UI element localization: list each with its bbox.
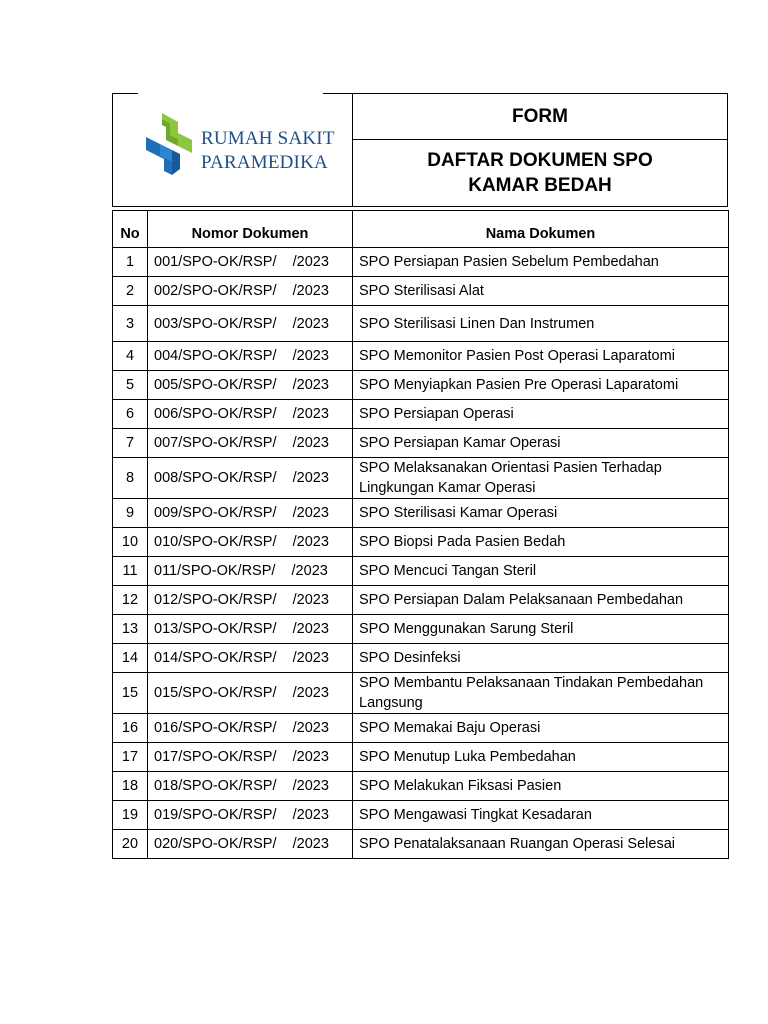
document-header (112, 93, 728, 207)
table-row (113, 371, 729, 400)
row-document-number: 008/SPO-OK/RSP/ /2023 (148, 458, 353, 499)
row-document-number: 010/SPO-OK/RSP/ /2023 (148, 528, 353, 557)
table-row (113, 801, 729, 830)
document-title-line2: KAMAR BEDAH (468, 175, 612, 196)
row-document-number: 006/SPO-OK/RSP/ /2023 (148, 400, 353, 429)
row-no: 5 (113, 371, 148, 400)
row-document-name: SPO Mencuci Tangan Steril (353, 557, 729, 586)
row-no: 10 (113, 528, 148, 557)
hospital-name (201, 127, 335, 175)
row-no: 14 (113, 644, 148, 673)
row-no: 11 (113, 557, 148, 586)
form-label: FORM (353, 94, 727, 140)
hospital-cross-logo-icon (144, 113, 194, 177)
row-document-name: SPO Memonitor Pasien Post Operasi Laparatomi (353, 342, 729, 371)
row-no: 8 (113, 458, 148, 499)
row-document-number: 004/SPO-OK/RSP/ /2023 (148, 342, 353, 371)
table-row (113, 772, 729, 801)
table-row (113, 557, 729, 586)
row-document-number: 014/SPO-OK/RSP/ /2023 (148, 644, 353, 673)
row-document-name: SPO Persiapan Dalam Pelaksanaan Pembedahan (353, 586, 729, 615)
table-row (113, 586, 729, 615)
table-row (113, 306, 729, 342)
table-row (113, 248, 729, 277)
row-document-number: 015/SPO-OK/RSP/ /2023 (148, 673, 353, 714)
row-no: 3 (113, 306, 148, 342)
header-document-name: Nama Dokumen (353, 211, 729, 248)
row-no: 20 (113, 830, 148, 859)
row-no: 15 (113, 673, 148, 714)
row-document-number: 017/SPO-OK/RSP/ /2023 (148, 743, 353, 772)
row-no: 12 (113, 586, 148, 615)
table-body (113, 248, 729, 859)
row-no: 16 (113, 714, 148, 743)
table-row (113, 673, 729, 714)
row-document-number: 020/SPO-OK/RSP/ /2023 (148, 830, 353, 859)
row-document-name: SPO Desinfeksi (353, 644, 729, 673)
row-no: 6 (113, 400, 148, 429)
row-document-number: 005/SPO-OK/RSP/ /2023 (148, 371, 353, 400)
table-row (113, 644, 729, 673)
row-document-name: SPO Memakai Baju Operasi (353, 714, 729, 743)
row-document-name: SPO Melakukan Fiksasi Pasien (353, 772, 729, 801)
row-document-name: SPO Sterilisasi Alat (353, 277, 729, 306)
row-document-number: 011/SPO-OK/RSP/ /2023 (148, 557, 353, 586)
document-title (353, 140, 727, 206)
row-document-number: 016/SPO-OK/RSP/ /2023 (148, 714, 353, 743)
row-document-name: SPO Persiapan Pasien Sebelum Pembedahan (353, 248, 729, 277)
row-document-name: SPO Mengawasi Tingkat Kesadaran (353, 801, 729, 830)
table-row (113, 458, 729, 499)
document-list-table (112, 210, 729, 859)
row-document-number: 012/SPO-OK/RSP/ /2023 (148, 586, 353, 615)
row-document-name: SPO Biopsi Pada Pasien Bedah (353, 528, 729, 557)
row-document-number: 003/SPO-OK/RSP/ /2023 (148, 306, 353, 342)
row-document-name: SPO Penatalaksanaan Ruangan Operasi Selesai (353, 830, 729, 859)
table-row (113, 528, 729, 557)
document-title-line1: DAFTAR DOKUMEN SPO (427, 150, 653, 171)
row-document-number: 007/SPO-OK/RSP/ /2023 (148, 429, 353, 458)
row-no: 13 (113, 615, 148, 644)
row-no: 7 (113, 429, 148, 458)
table-row (113, 830, 729, 859)
header-document-number: Nomor Dokumen (148, 211, 353, 248)
table-row (113, 342, 729, 371)
row-document-number: 001/SPO-OK/RSP/ /2023 (148, 248, 353, 277)
row-document-name: SPO Persiapan Operasi (353, 400, 729, 429)
table-row (113, 400, 729, 429)
row-document-name: SPO Sterilisasi Kamar Operasi (353, 499, 729, 528)
hospital-name-line1: RUMAH SAKIT (201, 128, 335, 149)
table-row (113, 499, 729, 528)
row-no: 19 (113, 801, 148, 830)
row-document-name: SPO Sterilisasi Linen Dan Instrumen (353, 306, 729, 342)
row-no: 2 (113, 277, 148, 306)
table-row (113, 277, 729, 306)
row-document-name: SPO Menggunakan Sarung Steril (353, 615, 729, 644)
row-no: 9 (113, 499, 148, 528)
row-document-name: SPO Membantu Pelaksanaan Tindakan Pembedahan Langsung (353, 673, 729, 714)
row-document-number: 018/SPO-OK/RSP/ /2023 (148, 772, 353, 801)
logo-cell (113, 94, 353, 206)
row-document-number: 019/SPO-OK/RSP/ /2023 (148, 801, 353, 830)
hospital-name-line2: PARAMEDIKA (201, 152, 328, 173)
row-document-name: SPO Menutup Luka Pembedahan (353, 743, 729, 772)
row-no: 4 (113, 342, 148, 371)
row-document-number: 002/SPO-OK/RSP/ /2023 (148, 277, 353, 306)
header-no: No (113, 211, 148, 248)
row-document-name: SPO Melaksanakan Orientasi Pasien Terhadap Lingkungan Kamar Operasi (353, 458, 729, 499)
row-document-number: 009/SPO-OK/RSP/ /2023 (148, 499, 353, 528)
row-no: 18 (113, 772, 148, 801)
table-row (113, 429, 729, 458)
row-document-name: SPO Persiapan Kamar Operasi (353, 429, 729, 458)
table-row (113, 615, 729, 644)
row-document-number: 013/SPO-OK/RSP/ /2023 (148, 615, 353, 644)
table-row (113, 743, 729, 772)
row-no: 1 (113, 248, 148, 277)
row-document-name: SPO Menyiapkan Pasien Pre Operasi Laparatomi (353, 371, 729, 400)
row-no: 17 (113, 743, 148, 772)
table-header-row (113, 211, 729, 248)
table-row (113, 714, 729, 743)
